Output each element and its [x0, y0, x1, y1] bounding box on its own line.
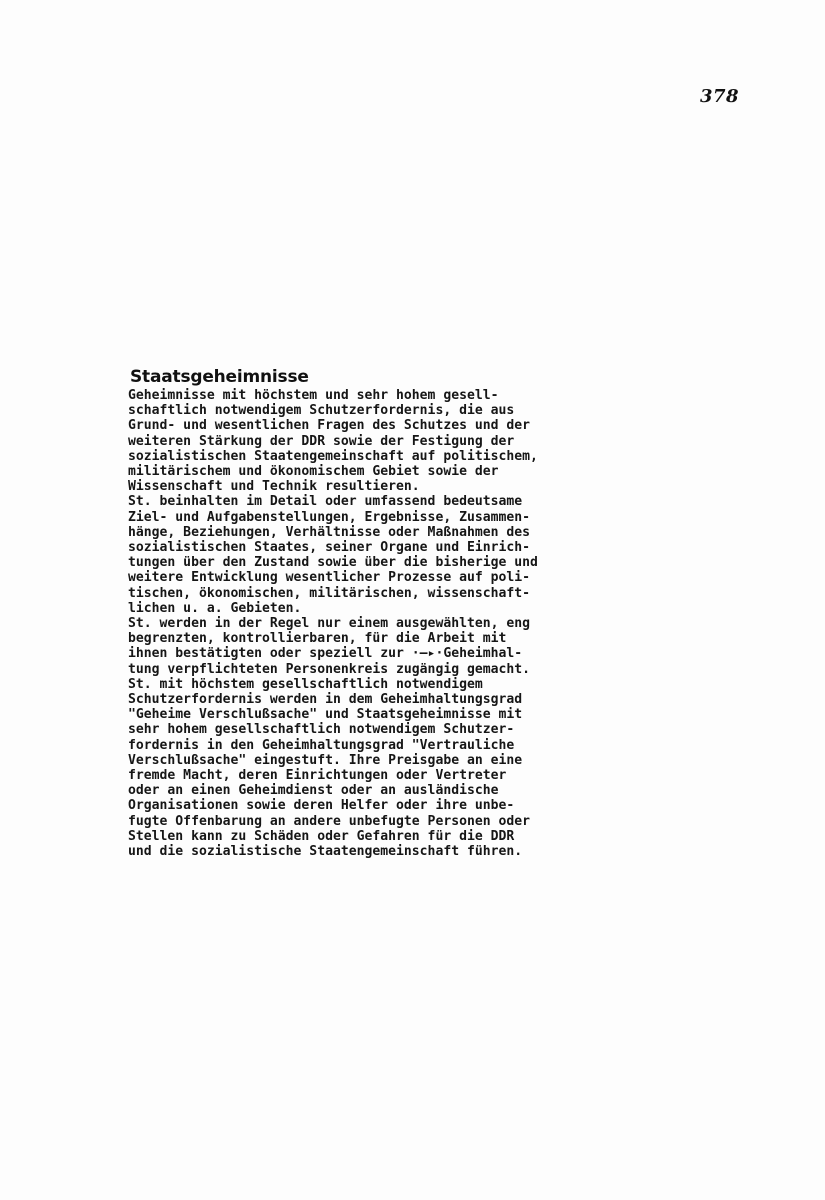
body-line: Stellen kann zu Schäden oder Gefahren für die DDR: [128, 828, 515, 844]
body-line: hänge, Beziehungen, Verhältnisse oder Maßnahmen des: [128, 524, 531, 540]
entry-heading: Staatsgeheimnisse: [130, 367, 309, 387]
body-line: sozialistischen Staates, seiner Organe und Einrich-: [128, 540, 531, 556]
body-line: St. werden in der Regel nur einem ausgewählten, eng: [128, 616, 531, 632]
body-line: tischen, ökonomischen, militärischen, wissenschaft-: [128, 585, 531, 601]
body-line: lichen u. a. Gebieten.: [128, 600, 302, 616]
page-number: 378: [700, 86, 740, 107]
body-line: Wissenschaft und Technik resultieren.: [128, 479, 420, 495]
entry-body: [128, 388, 628, 859]
body-line: schaftlich notwendigem Schutzerfordernis, die aus: [128, 403, 515, 419]
glossary-entry: [128, 366, 628, 859]
body-line: St. mit höchstem gesellschaftlich notwendigem: [128, 676, 483, 692]
body-line: sozialistischen Staatengemeinschaft auf politischem,: [128, 448, 538, 464]
body-line: oder an einen Geheimdienst oder an ausländische: [128, 783, 499, 799]
body-line: Verschlußsache" eingestuft. Ihre Preisgabe an eine: [128, 752, 523, 768]
body-line: Schutzerfordernis werden in dem Geheimhaltungsgrad: [128, 692, 523, 708]
body-line: Grund- und wesentlichen Fragen des Schutzes und der: [128, 418, 531, 434]
body-line: begrenzten, kontrollierbaren, für die Arbeit mit: [128, 631, 507, 647]
body-line: und die sozialistische Staatengemeinschaft führen.: [128, 844, 523, 860]
body-line: tung verpflichteten Personenkreis zugängig gemacht.: [128, 661, 531, 677]
body-line: St. beinhalten im Detail oder umfassend bedeutsame: [128, 494, 523, 510]
body-line: Organisationen sowie deren Helfer oder ihre unbe-: [128, 798, 515, 814]
body-line: fremde Macht, deren Einrichtungen oder Vertreter: [128, 768, 507, 784]
body-line: ihnen bestätigten oder speziell zur ·—▸·Geheimhal-: [128, 646, 523, 662]
body-line: Geheimnisse mit höchstem und sehr hohem gesell-: [128, 388, 499, 403]
body-line: weitere Entwicklung wesentlicher Prozesse auf poli-: [128, 570, 531, 586]
body-line: tungen über den Zustand sowie über die bisherige und: [128, 555, 538, 571]
body-line: weiteren Stärkung der DDR sowie der Festigung der: [128, 433, 515, 449]
body-line: Ziel- und Aufgabenstellungen, Ergebnisse, Zusammen-: [128, 509, 531, 525]
body-line: fordernis in den Geheimhaltungsgrad "Vertrauliche: [128, 737, 515, 753]
body-line: sehr hohem gesellschaftlich notwendigem Schutzer-: [128, 722, 515, 738]
body-line: "Geheime Verschlußsache" und Staatsgeheimnisse mit: [128, 707, 523, 723]
body-line: fugte Offenbarung an andere unbefugte Personen oder: [128, 813, 531, 829]
body-line: militärischem und ökonomischem Gebiet sowie der: [128, 464, 499, 480]
